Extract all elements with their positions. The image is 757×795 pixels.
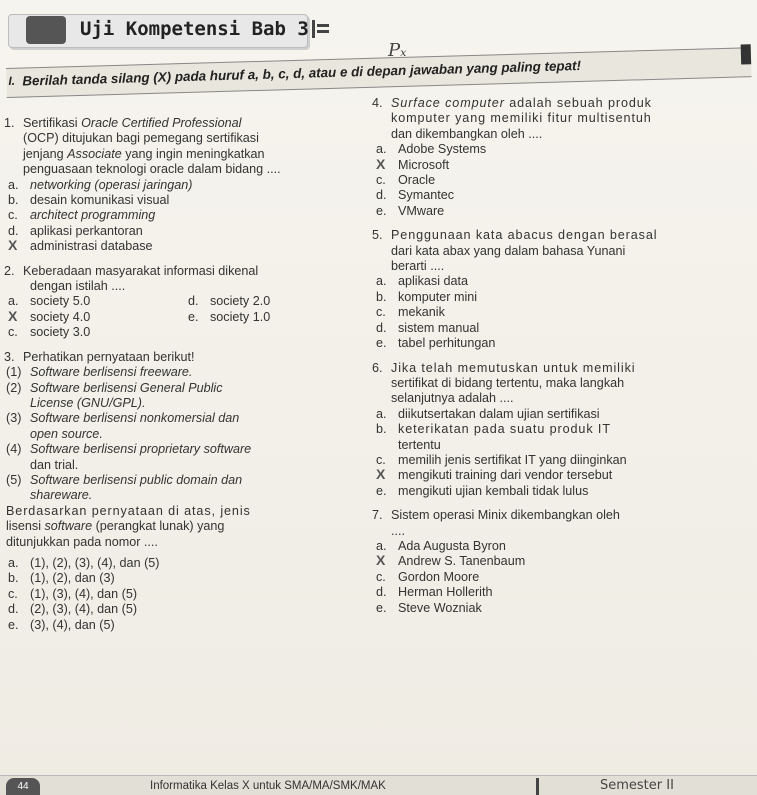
statement-4: (4) Software berlisensi proprietary software dan trial.	[6, 442, 252, 472]
footer-semester: Semester II	[600, 778, 674, 793]
question-3	[0, 350, 372, 365]
question-line: selanjutnya adalah ....	[391, 391, 514, 406]
options-q6	[368, 407, 757, 499]
cross-mark-icon: X	[376, 466, 386, 483]
option[interactable]: e. Steve Wozniak	[376, 600, 482, 615]
cross-mark-icon: X	[8, 237, 18, 254]
question-number: 4.	[372, 96, 383, 110]
question-4	[368, 96, 757, 142]
left-column	[0, 116, 372, 633]
option[interactable]: d. Symantec	[376, 188, 454, 203]
cross-mark-icon: X	[376, 155, 386, 172]
options-q5	[368, 274, 757, 351]
question-7	[368, 508, 757, 539]
question-line: Surface computer adalah sebuah produk	[391, 96, 652, 110]
question-line: dari kata abax yang dalam bahasa Yunani	[391, 243, 626, 258]
option[interactable]: b. (1), (2), dan (3)	[8, 571, 115, 586]
page-number: 44	[6, 778, 40, 795]
question-number: 7.	[372, 508, 383, 523]
statement-3: (3) Software berlisensi nonkomersial dan open source.	[6, 411, 240, 441]
question-line: jenjang Associate yang ingin meningkatkan	[23, 146, 265, 161]
question-5	[368, 228, 757, 274]
option[interactable]: e. society 1.0	[188, 309, 271, 324]
statement-5: (5) Software berlisensi public domain dan shareware.	[6, 472, 243, 503]
question-line: Sistem operasi Minix dikembangkan oleh	[391, 508, 620, 523]
question-line: Penggunaan kata abacus dengan berasal	[391, 228, 658, 243]
section-number: I.	[8, 73, 16, 88]
option-marked[interactable]: X mengikuti training dari vendor tersebut	[376, 466, 613, 483]
question-3-closing: Berdasarkan pernyataan di atas, jenis lisensi software (perangkat lunak) yang ditunjukkan pada nomor ....	[6, 503, 251, 549]
cross-mark-icon: X	[8, 307, 18, 324]
option[interactable]: c. society 3.0	[8, 325, 91, 340]
section-instruction: Berilah tanda silang (X) pada huruf a, b, c, d, atau e di depan jawaban yang paling tepat!	[22, 57, 582, 89]
options-q3	[0, 556, 372, 633]
question-line: Sertifikasi Oracle Certified Professional	[23, 116, 242, 130]
option[interactable]: a. networking (operasi jaringan)	[8, 177, 193, 192]
section-instruction-bar	[6, 47, 752, 98]
title-badge-icon	[26, 16, 66, 44]
option[interactable]: c. Oracle	[376, 173, 436, 188]
options-q1	[0, 178, 372, 255]
statement-2: (2) Software berlisensi General Public License (GNU/GPL).	[6, 380, 223, 410]
question-1	[0, 116, 372, 178]
question-2	[0, 264, 372, 279]
question-number: 1.	[4, 116, 15, 130]
question-intro: Perhatikan pernyataan berikut!	[23, 349, 195, 364]
option[interactable]: d. aplikasi perkantoran	[8, 223, 143, 238]
option[interactable]: a. (1), (2), (3), (4), dan (5)	[8, 555, 160, 570]
option[interactable]: e. (3), (4), dan (5)	[8, 617, 115, 632]
option[interactable]: c. (1), (3), (4), dan (5)	[8, 586, 138, 601]
question-line: (OCP) ditujukan bagi pemegang sertifikasi	[23, 131, 259, 146]
question-number: 5.	[372, 228, 383, 243]
option[interactable]: d. Herman Hollerith	[376, 585, 493, 600]
option-marked[interactable]: X society 4.0	[8, 307, 91, 324]
question-line: berarti ....	[391, 259, 445, 274]
question-line: Jika telah memutuskan untuk memiliki	[391, 360, 636, 375]
option[interactable]: a. Adobe Systems	[376, 142, 487, 157]
question-line: penguasaan teknologi oracle dalam bidang ....	[23, 162, 281, 177]
option[interactable]: b. keterikatan pada suatu produk IT	[376, 422, 611, 437]
option[interactable]: b. desain komunikasi visual	[8, 193, 170, 208]
option[interactable]: e. mengikuti ujian kembali tidak lulus	[376, 483, 589, 498]
option[interactable]: d. (2), (3), (4), dan (5)	[8, 602, 138, 617]
option[interactable]: a. diikutsertakan dalam ujian sertifikasi	[376, 406, 600, 421]
footer-book-title: Informatika Kelas X untuk SMA/MA/SMK/MAK	[150, 780, 386, 792]
question-line: komputer yang memiliki fitur multisentuh	[391, 111, 652, 126]
section-corner-mark	[741, 44, 752, 64]
question-number: 2.	[4, 263, 15, 278]
option-marked[interactable]: X administrasi database	[8, 237, 153, 254]
option[interactable]: e. VMware	[376, 203, 445, 218]
options-q7	[368, 539, 757, 616]
option[interactable]: a. Ada Augusta Byron	[376, 538, 506, 553]
option[interactable]: d. society 2.0	[188, 294, 271, 309]
title-decoration-icon	[312, 20, 330, 38]
handwritten-scribble: Pₓ	[388, 40, 407, 61]
option[interactable]: c. Gordon Moore	[376, 569, 480, 584]
statement-1: (1) Software berlisensi freeware.	[6, 365, 193, 380]
question-line: ....	[391, 523, 405, 538]
option-continuation: tertentu	[398, 437, 441, 452]
chapter-title: Uji Kompetensi Bab 3	[80, 18, 309, 40]
question-line: dan dikembangkan oleh ....	[391, 126, 543, 141]
option[interactable]: b. komputer mini	[376, 289, 478, 304]
option[interactable]: c. memilih jenis sertifikat IT yang diinginkan	[376, 452, 627, 467]
question-number: 3.	[4, 349, 15, 364]
options-q2	[0, 294, 372, 340]
option[interactable]: a. society 5.0	[8, 294, 91, 309]
right-column	[368, 96, 757, 616]
question-number: 6.	[372, 360, 383, 375]
option[interactable]: c. architect programming	[8, 208, 156, 223]
option[interactable]: e. tabel perhitungan	[376, 336, 496, 351]
option[interactable]: a. aplikasi data	[376, 274, 469, 289]
page-footer	[0, 775, 757, 795]
option[interactable]: d. sistem manual	[376, 320, 480, 335]
question-line: dengan istilah ....	[30, 279, 126, 294]
options-q4	[368, 142, 757, 219]
option-marked[interactable]: X Microsoft	[376, 155, 450, 172]
option[interactable]: c. mekanik	[376, 305, 445, 320]
option-marked[interactable]: X Andrew S. Tanenbaum	[376, 552, 526, 569]
question-line: sertifikat di bidang tertentu, maka langkah	[391, 375, 625, 390]
cross-mark-icon: X	[376, 552, 386, 569]
footer-divider-icon	[536, 778, 572, 795]
question-6	[368, 361, 757, 407]
question-line: Keberadaan masyarakat informasi dikenal	[23, 263, 259, 278]
